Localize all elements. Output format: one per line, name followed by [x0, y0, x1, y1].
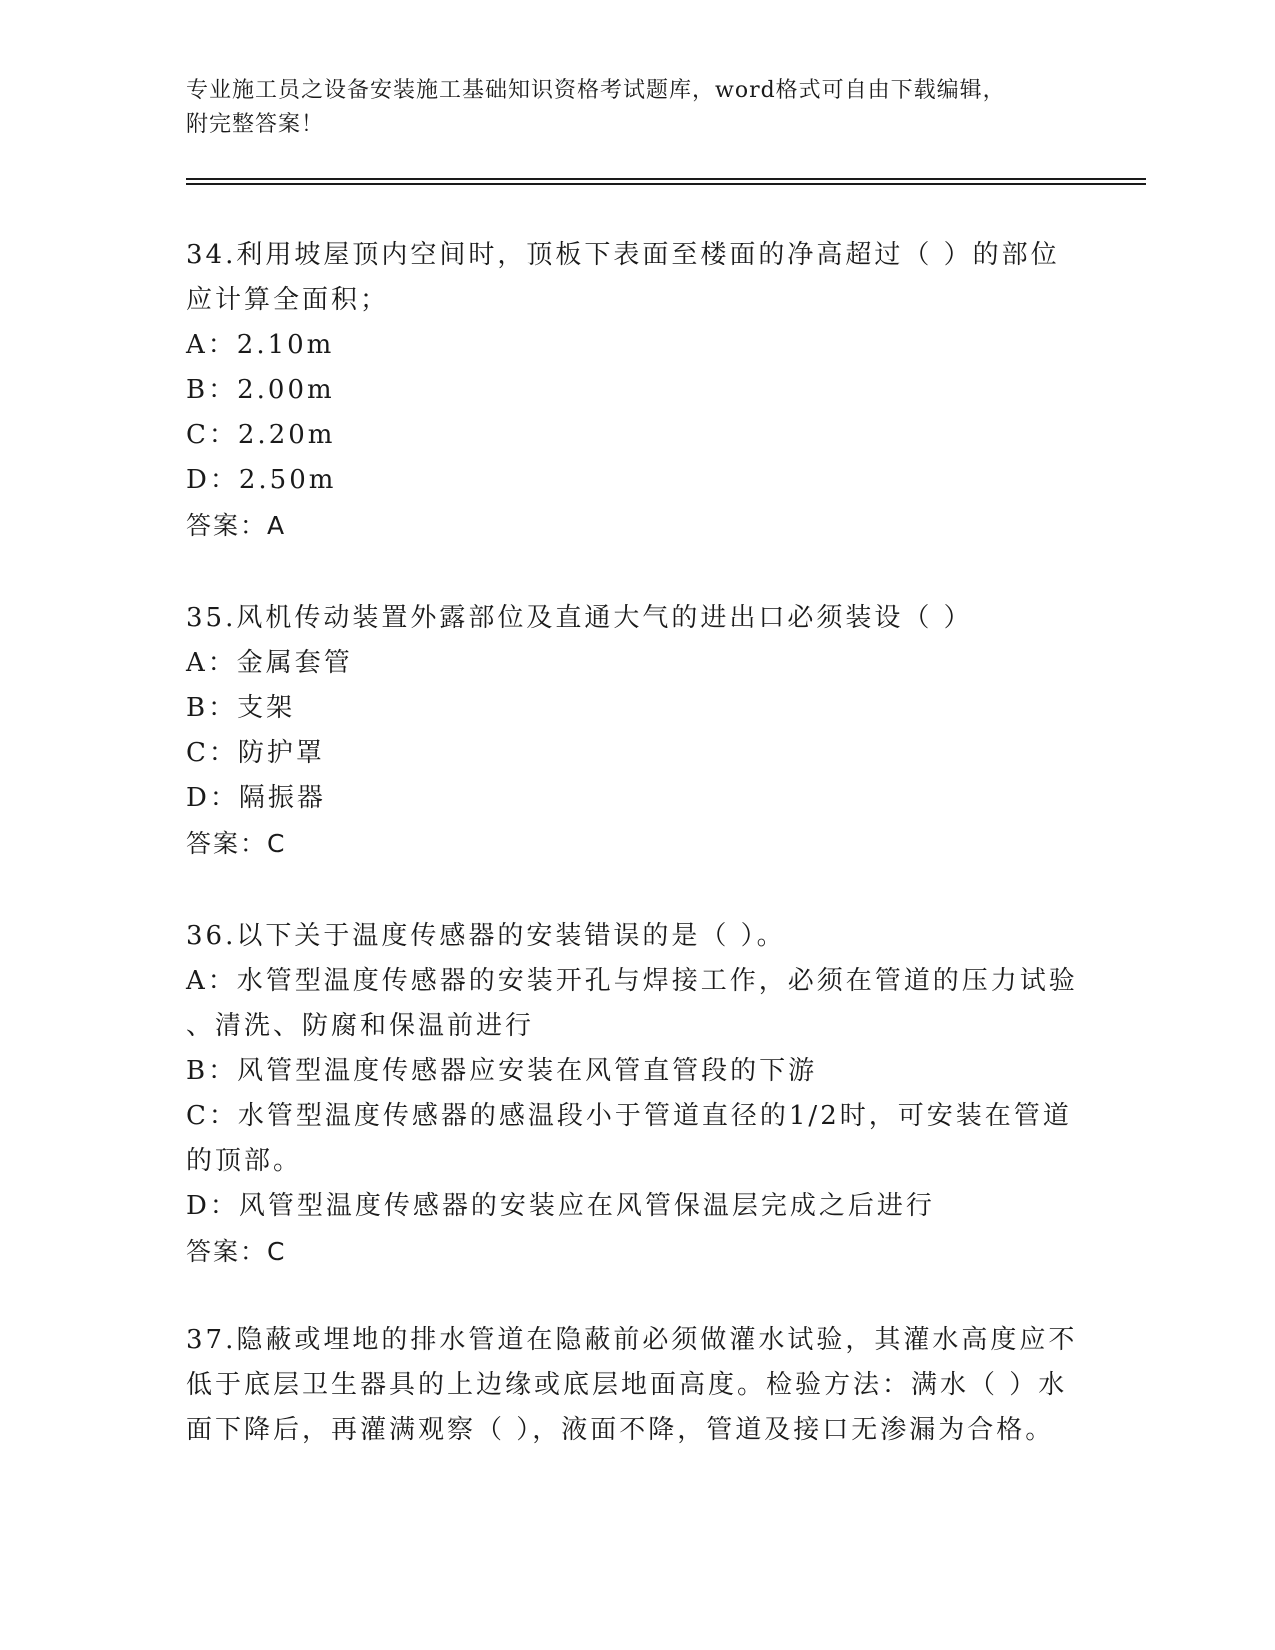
answer: 答案：C	[186, 1237, 287, 1266]
option-d: D：2.50m	[186, 465, 337, 495]
option-c: C：2.20m	[186, 420, 336, 450]
question-34	[186, 233, 1086, 548]
option-b: B：风管型温度传感器应安装在风管直管段的下游	[186, 1056, 818, 1086]
document-header	[186, 74, 1086, 142]
option-c-continued: 的顶部。	[186, 1146, 303, 1176]
header-line-2: 附完整答案！	[186, 112, 325, 137]
option-d: D：隔振器	[186, 783, 326, 813]
question-stem-line: 低于底层卫生器具的上边缘或底层地面高度。检验方法：满水（ ）水	[186, 1370, 1068, 1400]
question-35	[186, 596, 1086, 866]
header-divider-top	[186, 178, 1146, 180]
header-line-1: 专业施工员之设备安装施工基础知识资格考试题库，word格式可自由下载编辑，	[186, 78, 1006, 103]
question-stem-line: 36.以下关于温度传感器的安装错误的是（ ）。	[186, 921, 786, 951]
question-stem-line: 面下降后，再灌满观察（ ），液面不降，管道及接口无渗漏为合格。	[186, 1415, 1055, 1445]
answer: 答案：C	[186, 829, 287, 858]
answer: 答案：A	[186, 511, 287, 540]
header-divider-bottom	[186, 183, 1146, 185]
option-c: C：防护罩	[186, 738, 325, 768]
question-36	[186, 914, 1086, 1274]
question-stem-line: 37.隐蔽或埋地的排水管道在隐蔽前必须做灌水试验，其灌水高度应不	[186, 1325, 1078, 1355]
option-a: A：金属套管	[186, 648, 353, 678]
option-c: C：水管型温度传感器的感温段小于管道直径的1/2时，可安装在管道	[186, 1101, 1072, 1131]
option-a: A：水管型温度传感器的安装开孔与焊接工作，必须在管道的压力试验	[186, 966, 1078, 996]
question-stem-line: 34.利用坡屋顶内空间时，顶板下表面至楼面的净高超过（ ）的部位	[186, 240, 1060, 270]
question-37	[186, 1318, 1086, 1453]
question-stem-line: 应计算全面积；	[186, 285, 390, 315]
option-b: B：支架	[186, 693, 296, 723]
option-d: D：风管型温度传感器的安装应在风管保温层完成之后进行	[186, 1191, 935, 1221]
option-b: B：2.00m	[186, 375, 335, 405]
option-a: A：2.10m	[186, 330, 335, 360]
question-stem-line: 35.风机传动装置外露部位及直通大气的进出口必须装设（ ）	[186, 603, 973, 633]
option-a-continued: 、清洗、防腐和保温前进行	[186, 1011, 535, 1041]
